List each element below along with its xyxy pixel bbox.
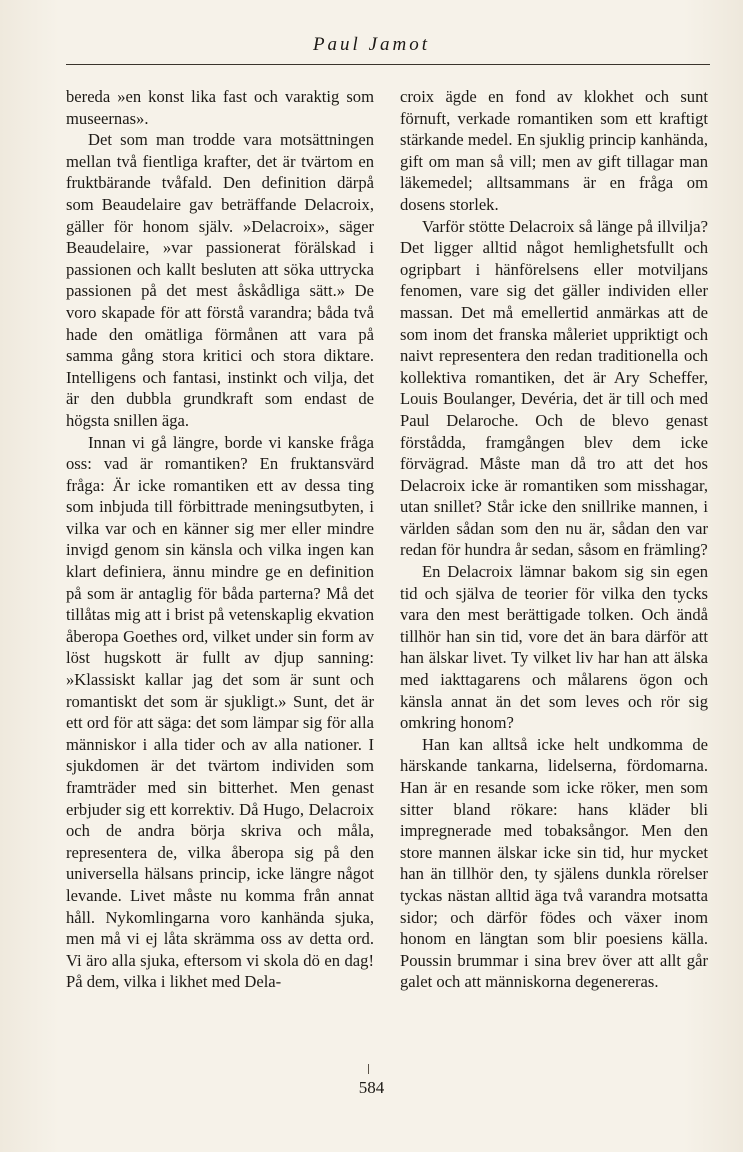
running-title: Paul Jamot (312, 34, 431, 55)
left-text-column (66, 86, 374, 993)
paragraph: croix ägde en fond av klokhet och sunt förnuft, verkade romantiken som ett kraftigt stärkande medel. En sjuklig princip kanhända, gift om man så vill; men av gift tillagar man läkemedel; alltsammans är en fråga om dosens storlek. (400, 87, 708, 214)
folio-mark (368, 1064, 369, 1074)
paragraph: En Delacroix lämnar bakom sig sin egen tid och själva de teorier för vilka den tycks vara den mest berättigade tolken. Och ändå tillhör han sin tid, vore det än bara därför att han älskar livet. Ty vilket liv har han att älska med iakttagarens och målarens ögon och känsla annat än det som leves och rör sig omkring honom? (400, 562, 708, 733)
paragraph: Varför stötte Delacroix så länge på illvilja? Det ligger alltid något hemlighetsfullt och ogripbart i hänförelsens eller motviljans fenomen, vare sig det gäller individen eller massan. Det må emellertid anmärkas att de som inom det franska måleriet uppriktigt och naivt representera den redan traditionella och kollektiva romantiken, det är Ary Scheffer, Louis Boulanger, Devéria, det är till och med Paul Delaroche. Och de blevo genast förstådda, framgången blev dem icke förvägrad. Måste man då tro att det hos Delacroix icke är romantiken som misshagar, utan snillet? Står icke den snillrike mannen, i världen sådan som den nu är, sådan den var redan för hundra år sedan, såsom en främling? (400, 216, 708, 560)
right-text-column (400, 86, 708, 993)
paragraph: Han kan alltså icke helt undkomma de härskande tankarna, lidelserna, fördomarna. Han är en resande som icke röker, men som sitter bland rökare: hans kläder bli impregnerade med tobaksångor. Men den store mannen älskar icke sin tid, hur mycket han än tillhör den, ty själens dunkla rörelser tyckas nästan alltid äga två varandra motsatta sidor; och därför födes och växer inom honom en längtan som blir poesiens källa. Poussin brummar i sina brev över att allt går galet och att människorna degenereras. (400, 734, 708, 992)
paragraph: bereda »en konst lika fast och varaktig som museernas». (66, 87, 374, 128)
paragraph: Det som man trodde vara motsättningen mellan två fientliga krafter, det är tvärtom en fruktbärande tvåfald. Den definition därpå som Beaudelaire gav beträffande Delacroix, gäller för honom själv. »Delacroix», säger Beaudelaire, »var passionerat förälskad i passionen och kallt besluten att söka uttrycka passionen på det mest åskådliga sätt.» De voro skapade för att förstå varandra; båda två hade den omätliga förmånen att vara på samma gång stora kritici och stora diktare. Intelligens och fantasi, instinkt och vilja, det är den dubbla grundkraft som endast de högsta snillen äga. (66, 130, 374, 430)
paragraph: Innan vi gå längre, borde vi kanske fråga oss: vad är romantiken? En fruktansvärd fråga: Är icke romantiken ett av dessa ting som inbjuda till förbittrade meningsutbyten, i vilka var och en känner sig mer eller mindre invigd genom sin känsla och vilka ingen kan klart definiera, ännu mindre ge en definition på som är antaglig för båda parterna? Må det tillåtas mig att i brist på vetenskaplig ekvation åberopa Goethes ord, vilket under sin form av löst hugskott är fullt av djup sanning: »Klassiskt kallar jag det som är sunt och romantiskt det som är sjukligt.» Sunt, det är ett ord för att säga: det som lämpar sig för alla människor i alla tider och av alla nationer. I sjukdomen är det tvärtom individen som framträder med sin bitterhet. Men genast erbjuder sig ett korrektiv. Då Hugo, Delacroix och de andra börja skriva och måla, representera de, vilka åberopa sig på den universella hälsans princip, icke längre något levande. Livet måste nu komma från annat håll. Nykomlingarna voro kanhända sjuka, men må vi ej låta skrämma oss av detta ord. Vi äro alla sjuka, eftersom vi skola dö en dag! På dem, vilka i likhet med Dela- (66, 432, 374, 992)
header-rule (66, 64, 710, 65)
page-number: 584 (358, 1078, 385, 1097)
